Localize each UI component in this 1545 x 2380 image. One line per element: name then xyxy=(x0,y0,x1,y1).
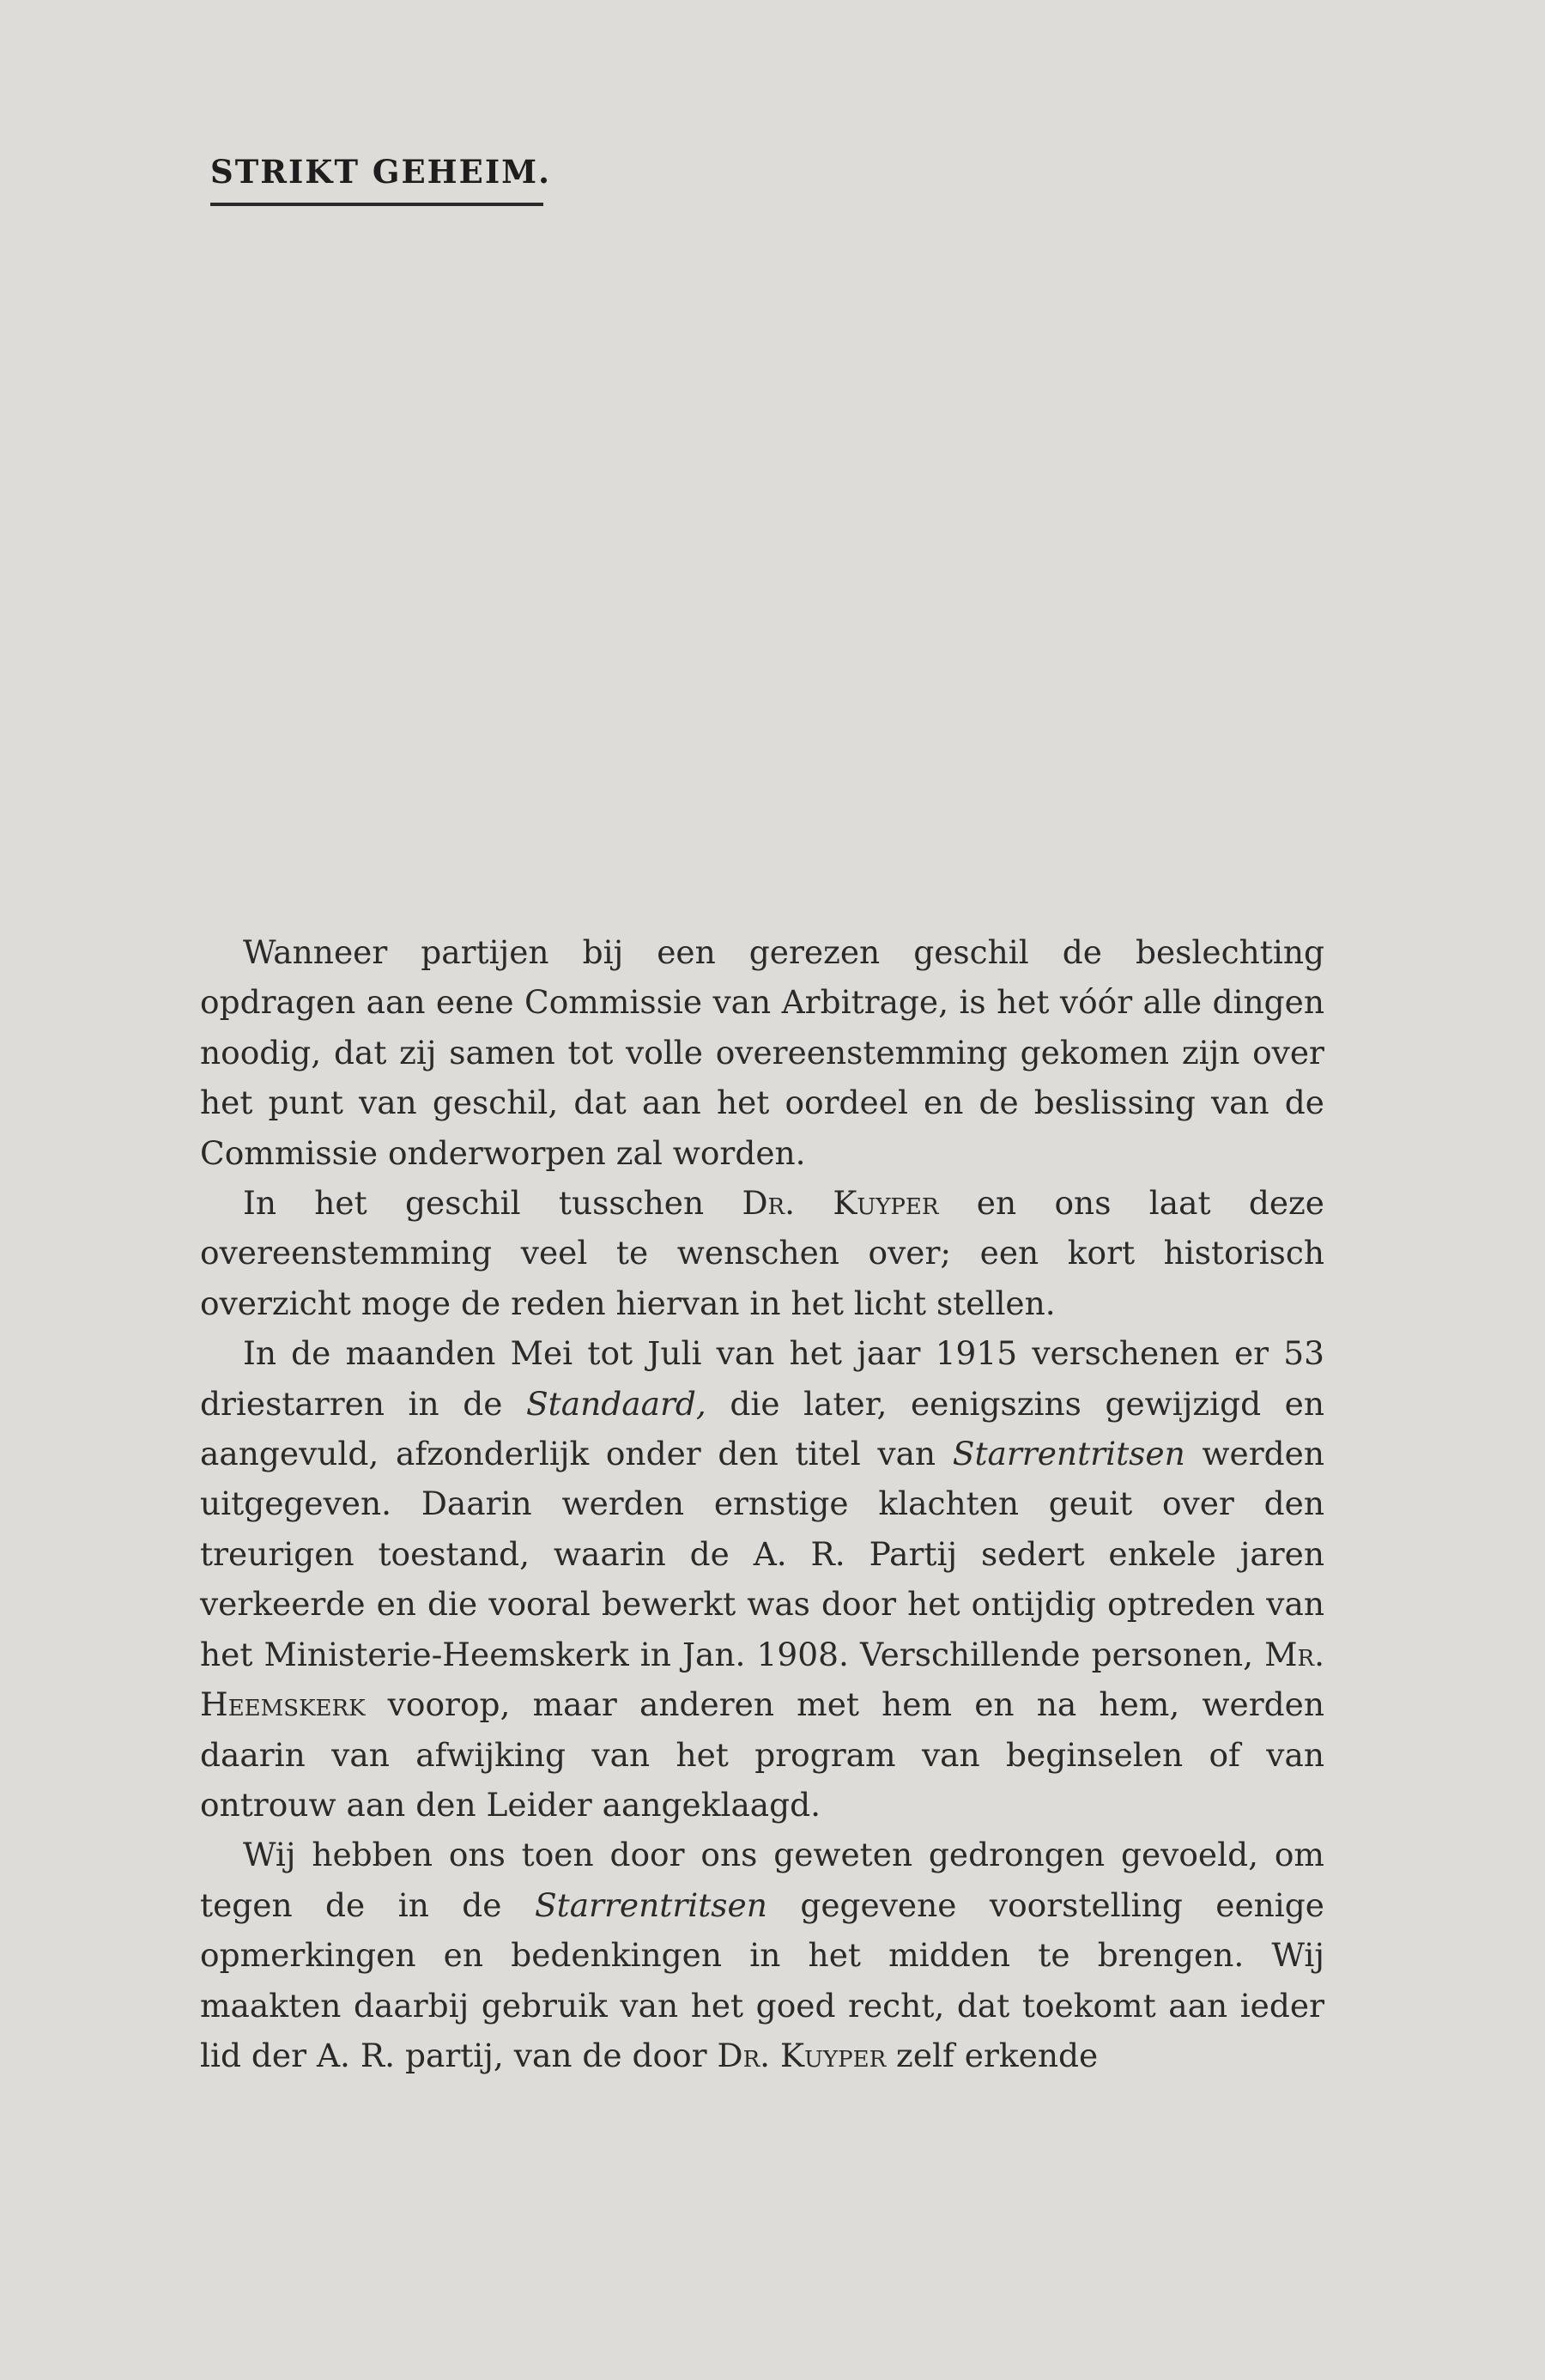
document-heading: STRIKT GEHEIM. xyxy=(210,153,551,191)
paragraph-text: In het geschil tusschen xyxy=(243,1184,742,1223)
paragraph-3 xyxy=(200,1328,1324,1830)
paragraph-1 xyxy=(200,927,1324,1178)
paragraph-text: voorop, maar anderen met hem en na hem, werden daarin van afwijking van het program van beginselen of van ontrouw aan den Leider aangeklaagd. xyxy=(200,1685,1324,1824)
publication-title: Starrentritsen xyxy=(534,1885,767,1924)
heading-underline xyxy=(210,203,543,206)
paragraph-text: In de maanden Mei tot Juli van het jaar 1915 verschenen er 53 driestarren in de xyxy=(200,1334,1324,1423)
paragraph-text: werden uitgegeven. Daarin werden ernstige klachten geuit over den treurigen toestand, waarin de A. R. Partij sedert enkele jaren verkeerde en die vooral bewerkt was door het ontijdig optreden van het Ministerie-Heemskerk in Jan. 1908. Verschillende personen, xyxy=(200,1435,1324,1673)
paragraph-text: zelf erkende xyxy=(886,2036,1099,2074)
paragraph-text: en ons laat deze overeenstemming veel te wenschen over; een kort historisch overzicht moge de reden hiervan in het licht stellen. xyxy=(200,1184,1325,1322)
paragraph-4 xyxy=(200,1830,1324,2080)
paragraph-text: Wanneer partijen bij een gerezen geschil de beslechting opdragen aan eene Commissie van Arbitrage, is het vóór alle dingen noodig, dat zij samen tot volle overeenstemming gekomen zijn over het punt van geschil, dat aan het oordeel en de beslissing van de Commissie onderworpen zal worden. xyxy=(200,933,1324,1172)
person-name: Dr. Kuyper xyxy=(717,2036,887,2074)
person-name: Dr. Kuyper xyxy=(742,1184,939,1223)
paragraph-text: Wij hebben ons toen door ons geweten gedrongen gevoeld, om tegen de in de xyxy=(200,1836,1324,1924)
body-text xyxy=(200,927,1324,2080)
paragraph-2 xyxy=(200,1178,1324,1328)
person-name: Mr. Heemskerk xyxy=(200,1635,1324,1724)
paragraph-text: gegevene voorstelling eenige opmerkingen en bedenkingen in het midden te brengen. Wij maakten daarbij gebruik van het goed recht, dat toekomt aan ieder lid der A. R. partij, van de door xyxy=(200,1885,1324,2074)
publication-title: Starrentritsen xyxy=(952,1435,1185,1473)
paragraph-text: die later, eenigszins gewijzigd en aangevuld, afzonderlijk onder den titel van xyxy=(200,1384,1325,1473)
publication-title: Standaard, xyxy=(525,1384,706,1423)
